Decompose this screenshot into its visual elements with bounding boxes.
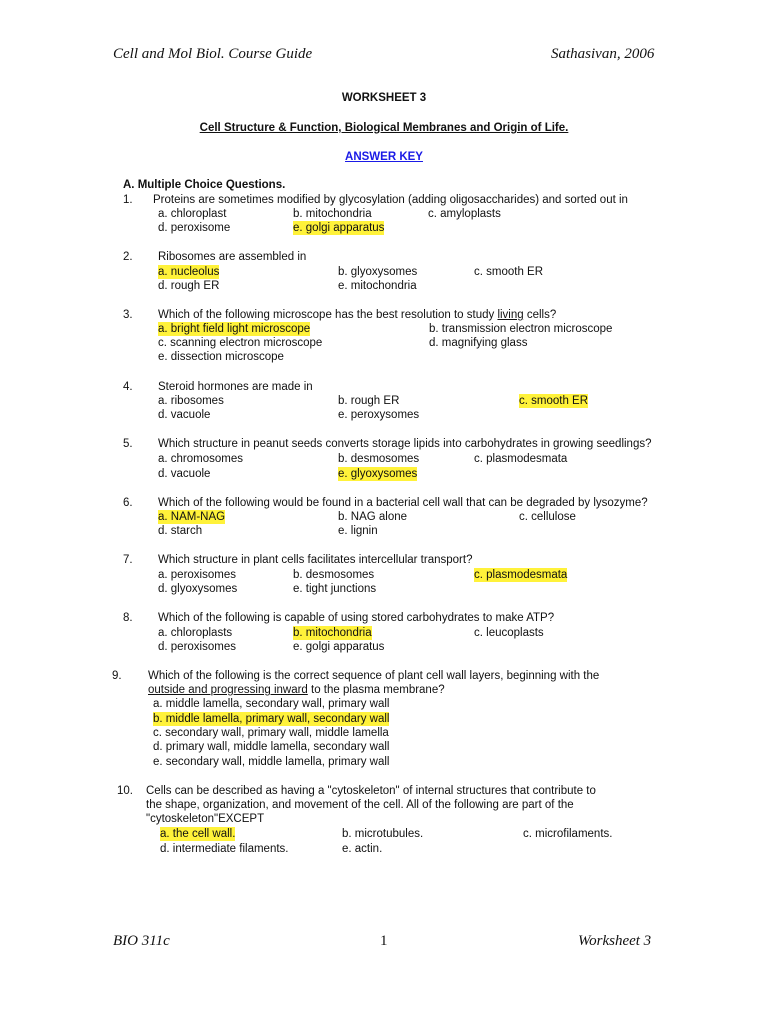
- question-number: 7.: [123, 554, 133, 566]
- question-number: 9.: [112, 670, 122, 682]
- correct-answer-option: a. the cell wall.: [160, 828, 236, 840]
- worksheet-subtitle: Cell Structure & Function, Biological Membranes and Origin of Life.: [199, 122, 569, 134]
- correct-answer-option: b. middle lamella, primary wall, secondary wall: [153, 713, 390, 725]
- question-text: Cells can be described as having a "cytoskeleton" of internal structures that contribute to: [146, 785, 596, 797]
- option-d: d. peroxisome: [158, 222, 231, 234]
- question-text: Which structure in peanut seeds converts storage lipids into carbohydrates in growing seedlings?: [158, 438, 652, 450]
- question-text-line2: outside and progressing inward to the plasma membrane?: [148, 684, 445, 696]
- question-text: Proteins are sometimes modified by glycosylation (adding oligosaccharides) and sorted out in: [153, 194, 628, 206]
- question-text: Ribosomes are assembled in: [158, 251, 307, 263]
- option-e: e. dissection microscope: [158, 351, 284, 363]
- page-number: 1: [380, 933, 388, 949]
- correct-answer-option: e. glyoxysomes: [338, 468, 418, 480]
- option-c: c. cellulose: [519, 511, 576, 523]
- question-number: 5.: [123, 438, 133, 450]
- option-b: b. transmission electron microscope: [429, 323, 613, 335]
- question-number: 4.: [123, 381, 133, 393]
- section-heading: A. Multiple Choice Questions.: [123, 179, 286, 191]
- question-number: 1.: [123, 194, 133, 206]
- footer-worksheet: Worksheet 3: [578, 933, 652, 949]
- option-e: e. tight junctions: [293, 583, 377, 595]
- option-b: b. mitochondria: [293, 208, 372, 220]
- header-right: Sathasivan, 2006: [551, 46, 655, 62]
- option-c: c. secondary wall, primary wall, middle lamella: [153, 727, 389, 739]
- question-number: 6.: [123, 497, 133, 509]
- correct-answer-option: c. plasmodesmata: [474, 569, 568, 581]
- option-b: b. glyoxysomes: [338, 266, 418, 278]
- option-e: e. peroxysomes: [338, 409, 420, 421]
- question-text-line2: the shape, organization, and movement of the cell. All of the following are part of the: [146, 799, 574, 811]
- option-c: c. microfilaments.: [523, 828, 613, 840]
- question-text: Which structure in plant cells facilitates intercellular transport?: [158, 554, 473, 566]
- option-b: b. NAG alone: [338, 511, 408, 523]
- option-d: d. glyoxysomes: [158, 583, 238, 595]
- question-text: Which of the following would be found in a bacterial cell wall that can be degraded by lysozyme?: [158, 497, 648, 509]
- correct-answer-option: e. golgi apparatus: [293, 222, 385, 234]
- footer-course: BIO 311c: [113, 933, 170, 949]
- option-a: a. middle lamella, secondary wall, primary wall: [153, 698, 390, 710]
- option-c: c. amyloplasts: [428, 208, 501, 220]
- option-e: e. secondary wall, middle lamella, primary wall: [153, 756, 390, 768]
- option-b: b. desmosomes: [293, 569, 375, 581]
- option-d: d. rough ER: [158, 280, 220, 292]
- option-a: a. chloroplasts: [158, 627, 233, 639]
- option-b: b. desmosomes: [338, 453, 420, 465]
- option-a: a. ribosomes: [158, 395, 224, 407]
- correct-answer-option: a. NAM-NAG: [158, 511, 226, 523]
- option-d: d. starch: [158, 525, 203, 537]
- option-b: b. microtubules.: [342, 828, 424, 840]
- correct-answer-option: a. bright field light microscope: [158, 323, 311, 335]
- option-c: c. plasmodesmata: [474, 453, 568, 465]
- question-text-line3: "cytoskeleton"EXCEPT: [146, 813, 265, 825]
- option-a: a. peroxisomes: [158, 569, 236, 581]
- option-a: a. chromosomes: [158, 453, 244, 465]
- option-d: d. vacuole: [158, 409, 211, 421]
- option-e: e. mitochondria: [338, 280, 417, 292]
- option-e: e. lignin: [338, 525, 378, 537]
- option-a: a. chloroplast: [158, 208, 227, 220]
- question-text: Which of the following is the correct sequence of plant cell wall layers, beginning with the: [148, 670, 600, 682]
- question-number: 10.: [117, 785, 133, 797]
- option-e: e. actin.: [342, 843, 383, 855]
- question-number: 2.: [123, 251, 133, 263]
- option-d: d. peroxisomes: [158, 641, 236, 653]
- question-text: Which of the following microscope has the best resolution to study living cells?: [158, 309, 557, 321]
- option-d: d. intermediate filaments.: [160, 843, 289, 855]
- option-e: e. golgi apparatus: [293, 641, 385, 653]
- correct-answer-option: b. mitochondria: [293, 627, 372, 639]
- question-text: Steroid hormones are made in: [158, 381, 313, 393]
- option-d: d. primary wall, middle lamella, secondary wall: [153, 741, 390, 753]
- answer-key-label: ANSWER KEY: [345, 151, 423, 163]
- option-b: b. rough ER: [338, 395, 400, 407]
- correct-answer-option: a. nucleolus: [158, 266, 220, 278]
- header-left: Cell and Mol Biol. Course Guide: [113, 46, 313, 62]
- worksheet-title: WORKSHEET 3: [341, 92, 427, 104]
- option-c: c. leucoplasts: [474, 627, 544, 639]
- correct-answer-option: c. smooth ER: [519, 395, 589, 407]
- question-text: Which of the following is capable of using stored carbohydrates to make ATP?: [158, 612, 555, 624]
- option-c: c. smooth ER: [474, 266, 544, 278]
- option-d: d. magnifying glass: [429, 337, 528, 349]
- question-number: 3.: [123, 309, 133, 321]
- question-number: 8.: [123, 612, 133, 624]
- option-d: d. vacuole: [158, 468, 211, 480]
- option-c: c. scanning electron microscope: [158, 337, 323, 349]
